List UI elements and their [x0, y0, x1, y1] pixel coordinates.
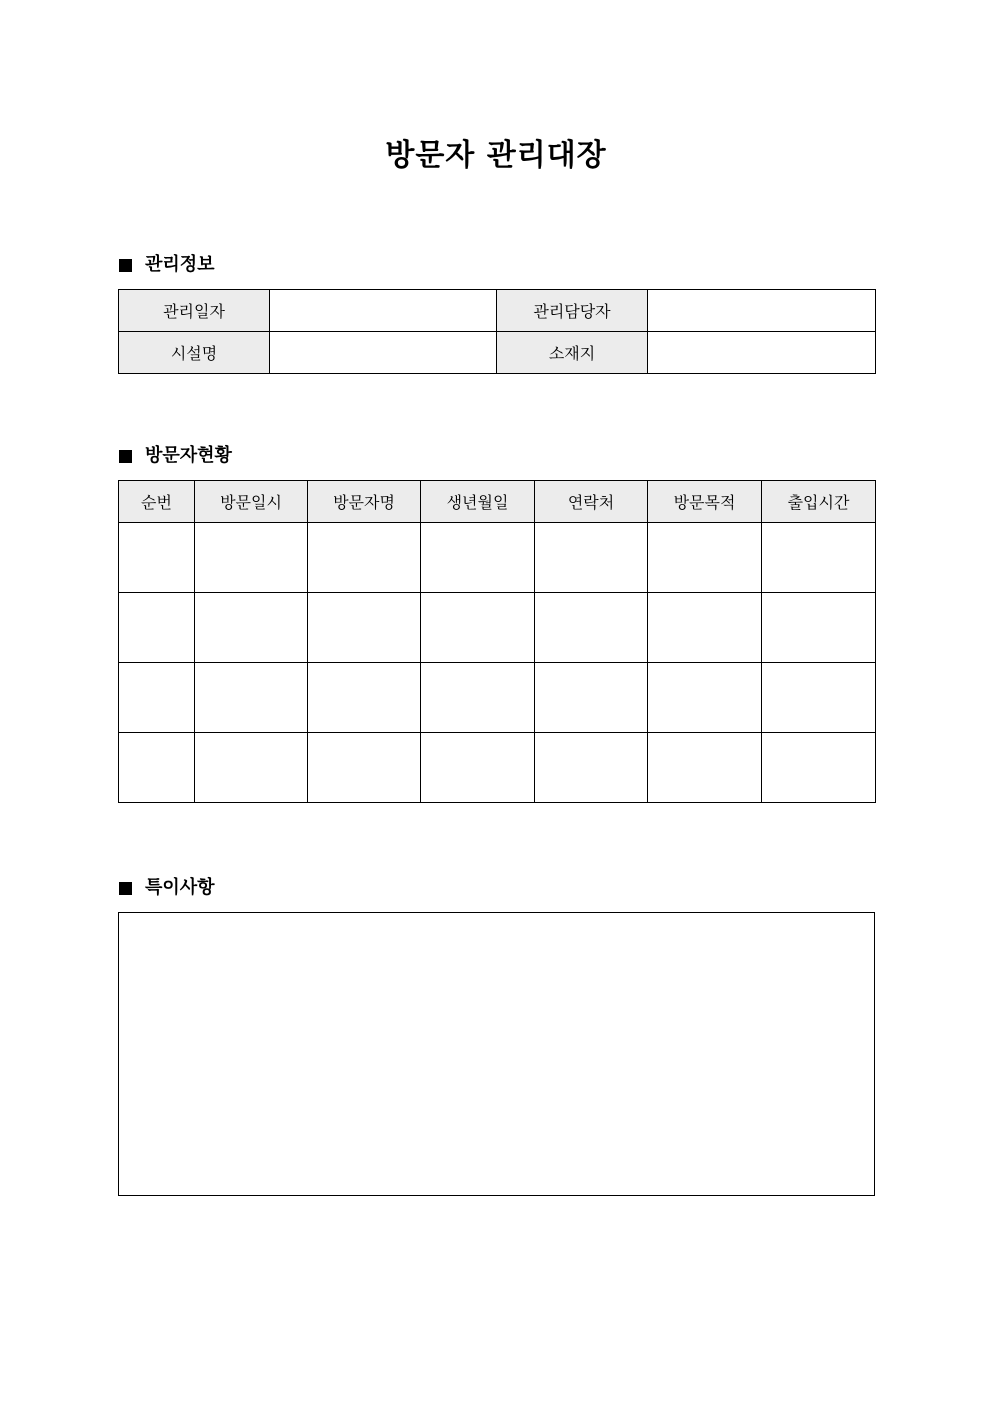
- cell-visit-datetime[interactable]: [195, 593, 308, 663]
- manager-label: 관리담당자: [497, 290, 648, 332]
- table-row: [119, 290, 876, 332]
- location-label: 소재지: [497, 332, 648, 374]
- cell-visit-purpose[interactable]: [648, 523, 762, 593]
- facility-name-label: 시설명: [119, 332, 270, 374]
- cell-no[interactable]: [119, 733, 195, 803]
- cell-visit-purpose[interactable]: [648, 593, 762, 663]
- remarks-heading: [119, 875, 215, 901]
- management-date-label: 관리일자: [119, 290, 270, 332]
- cell-visit-purpose[interactable]: [648, 733, 762, 803]
- cell-birth-date[interactable]: [421, 663, 535, 733]
- cell-visitor-name[interactable]: [308, 733, 421, 803]
- table-row: [119, 523, 876, 593]
- facility-name-field[interactable]: [270, 332, 497, 374]
- visitor-status-heading: [119, 443, 232, 469]
- cell-visit-datetime[interactable]: [195, 663, 308, 733]
- remarks-heading-label: 특이사항: [145, 877, 215, 898]
- visitor-status-table: [118, 480, 876, 803]
- cell-visit-datetime[interactable]: [195, 733, 308, 803]
- management-info-heading: [119, 252, 215, 278]
- cell-access-time[interactable]: [762, 523, 876, 593]
- table-row: [119, 593, 876, 663]
- cell-contact[interactable]: [535, 663, 648, 733]
- table-row: [119, 733, 876, 803]
- cell-no[interactable]: [119, 523, 195, 593]
- table-row: [119, 332, 876, 374]
- cell-contact[interactable]: [535, 733, 648, 803]
- location-field[interactable]: [648, 332, 876, 374]
- document-title: 방문자 관리대장: [385, 138, 607, 173]
- cell-visit-datetime[interactable]: [195, 523, 308, 593]
- column-header-access-time: 출입시간: [762, 481, 876, 523]
- cell-contact[interactable]: [535, 593, 648, 663]
- management-info-table: [118, 289, 876, 374]
- cell-access-time[interactable]: [762, 663, 876, 733]
- column-header-visit-datetime: 방문일시: [195, 481, 308, 523]
- cell-access-time[interactable]: [762, 733, 876, 803]
- square-bullet-icon: [119, 450, 132, 463]
- cell-visitor-name[interactable]: [308, 523, 421, 593]
- cell-visitor-name[interactable]: [308, 593, 421, 663]
- management-date-field[interactable]: [270, 290, 497, 332]
- cell-contact[interactable]: [535, 523, 648, 593]
- table-header-row: [119, 481, 876, 523]
- remarks-box[interactable]: [118, 912, 875, 1196]
- cell-birth-date[interactable]: [421, 733, 535, 803]
- manager-field[interactable]: [648, 290, 876, 332]
- square-bullet-icon: [119, 882, 132, 895]
- cell-no[interactable]: [119, 593, 195, 663]
- cell-no[interactable]: [119, 663, 195, 733]
- table-row: [119, 663, 876, 733]
- management-info-heading-label: 관리정보: [145, 254, 215, 275]
- cell-access-time[interactable]: [762, 593, 876, 663]
- visitor-status-heading-label: 방문자현황: [145, 445, 232, 466]
- cell-birth-date[interactable]: [421, 593, 535, 663]
- cell-visit-purpose[interactable]: [648, 663, 762, 733]
- column-header-visitor-name: 방문자명: [308, 481, 421, 523]
- column-header-no: 순번: [119, 481, 195, 523]
- cell-visitor-name[interactable]: [308, 663, 421, 733]
- column-header-birth-date: 생년월일: [421, 481, 535, 523]
- column-header-visit-purpose: 방문목적: [648, 481, 762, 523]
- column-header-contact: 연락처: [535, 481, 648, 523]
- cell-birth-date[interactable]: [421, 523, 535, 593]
- square-bullet-icon: [119, 259, 132, 272]
